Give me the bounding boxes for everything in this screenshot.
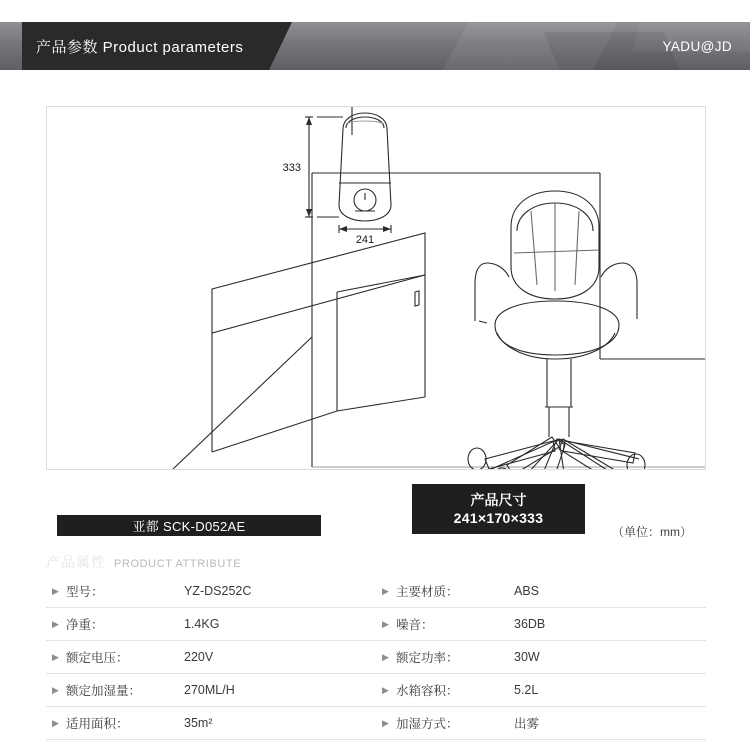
attribute-value: 35m² [184, 716, 213, 730]
product-size-title: 产品尺寸 [470, 491, 527, 508]
product-illustration-panel [46, 106, 706, 470]
attribute-label: 型号： [66, 585, 104, 599]
attribute-value: 36DB [514, 617, 546, 631]
attribute-cell [376, 641, 706, 674]
brand-label: YADU@JD [662, 38, 732, 54]
attribute-value: 220V [184, 650, 214, 664]
attribute-cell [46, 608, 376, 641]
attribute-cell [376, 674, 706, 707]
dimension-width-label: 241 [355, 234, 375, 246]
model-name-text: 亚都 SCK-D052AE [132, 519, 246, 534]
arrow-icon: ▶ [52, 717, 59, 728]
humidifier-scene-drawing [47, 107, 705, 469]
attribute-value: 1.4KG [184, 617, 220, 631]
attribute-value: 30W [514, 650, 540, 664]
attribute-cell [376, 575, 706, 608]
attribute-value: YZ-DS252C [184, 584, 252, 598]
table-row [46, 707, 706, 740]
attribute-label: 主要材质： [396, 585, 459, 599]
attribute-label: 加湿方式： [396, 717, 459, 731]
table-row [46, 674, 706, 707]
attribute-label: 噪音： [396, 618, 434, 632]
product-size-value: 241×170×333 [453, 509, 544, 526]
header-title-tab [22, 22, 269, 70]
dimension-height-label: 333 [282, 162, 301, 174]
attribute-cell [46, 707, 376, 740]
page-title: 产品参数 Product parameters [36, 38, 244, 56]
attribute-cell [46, 641, 376, 674]
attributes-heading-cn: 产品属性 [46, 554, 106, 570]
arrow-icon: ▶ [52, 618, 59, 629]
attribute-value: 5.2L [514, 683, 539, 697]
attribute-label: 净重： [66, 618, 104, 632]
attribute-label: 额定加湿量： [66, 684, 142, 698]
attribute-cell [46, 674, 376, 707]
arrow-icon: ▶ [52, 684, 59, 695]
attribute-value: 270ML/H [184, 683, 235, 697]
attribute-label: 水箱容积： [396, 684, 459, 698]
unit-note: （单位：mm） [612, 525, 692, 539]
arrow-icon: ▶ [382, 684, 389, 695]
attribute-label: 额定功率： [396, 651, 459, 665]
header-bar [0, 22, 750, 70]
attribute-label: 额定电压： [66, 651, 129, 665]
attribute-value: 出雾 [514, 717, 540, 731]
model-name-bar [57, 515, 321, 536]
table-row [46, 575, 706, 608]
product-size-box [412, 484, 585, 534]
arrow-icon: ▶ [382, 717, 389, 728]
arrow-icon: ▶ [382, 618, 389, 629]
table-row [46, 641, 706, 674]
arrow-icon: ▶ [52, 651, 59, 662]
attribute-cell [46, 575, 376, 608]
attributes-heading [46, 552, 241, 572]
arrow-icon: ▶ [382, 585, 389, 596]
arrow-icon: ▶ [382, 651, 389, 662]
attribute-label: 适用面积： [66, 717, 129, 731]
attribute-cell [376, 707, 706, 740]
attribute-cell [376, 608, 706, 641]
table-row [46, 608, 706, 641]
attributes-heading-en: PRODUCT ATTRIBUTE [114, 558, 242, 570]
attribute-value: ABS [514, 584, 540, 598]
arrow-icon: ▶ [52, 585, 59, 596]
attributes-table [46, 575, 706, 740]
